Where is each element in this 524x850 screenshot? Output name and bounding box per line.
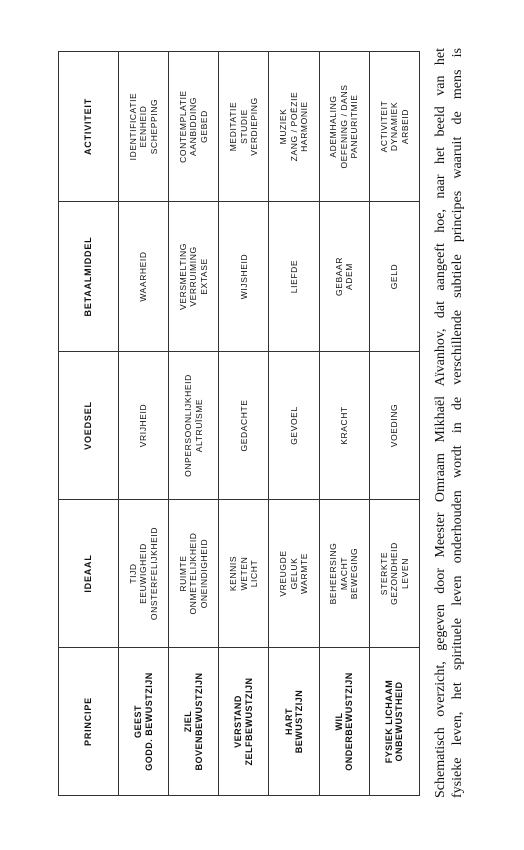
cell-line: VREUGDE <box>278 550 289 597</box>
cell-line: ONMETELIJKHEID <box>188 532 199 615</box>
table-row <box>269 52 319 796</box>
cell-line: BEHEERSING <box>328 542 339 605</box>
cell-line: GEVOEL <box>288 406 299 445</box>
header-ideaal: IDEAAL <box>59 500 119 648</box>
cell-line: ZANG / POËZIE <box>288 91 299 162</box>
cell-line: ADEMHALING <box>328 95 339 158</box>
cell-ideaal <box>119 500 169 648</box>
cell-line: STUDIE <box>238 109 249 144</box>
cell-line: MACHT <box>338 556 349 591</box>
cell-line: GEDACHTE <box>238 399 249 452</box>
cell-betaalmiddel <box>269 202 319 352</box>
cell-line: WIJSHEID <box>238 253 249 300</box>
cell-line: ONSTERFELIJKHEID <box>148 526 159 621</box>
cell-activiteit <box>219 52 269 202</box>
cell-line: GEZONDHEID <box>389 542 400 605</box>
cell-activiteit <box>119 52 169 202</box>
cell-ideaal <box>319 500 369 648</box>
cell-line: WETEN <box>238 556 249 591</box>
cell-principe <box>319 648 369 796</box>
cell-line: DYNAMIEK <box>389 101 400 152</box>
cell-line: ADEM <box>344 263 355 290</box>
cell-principe <box>119 648 169 796</box>
cell-line: FYSIEK LICHAAM <box>383 679 394 764</box>
header-principe: PRINCIPE <box>59 648 119 796</box>
cell-voedsel <box>219 352 269 500</box>
cell-ideaal <box>169 500 219 648</box>
header-activiteit: ACTIVITEIT <box>59 52 119 202</box>
table-row <box>369 52 419 796</box>
cell-line: BEWEGING <box>349 547 360 600</box>
cell-line: GELD <box>389 263 400 290</box>
caption-line-2: fysieke leven, het spirituele leven onderhouden wordt in de verschillende subtiele principes waaruit de mens is <box>450 48 465 798</box>
cell-line: ARBEID <box>399 108 410 145</box>
cell-line: VRIJHEID <box>138 403 149 448</box>
cell-betaalmiddel <box>169 202 219 352</box>
cell-line: OEFENING / DANS <box>338 84 349 169</box>
cell-voedsel <box>319 352 369 500</box>
cell-line: MEDITATIE <box>228 101 239 152</box>
cell-activiteit <box>319 52 369 202</box>
cell-line: VERRUIMING <box>188 246 199 307</box>
cell-line: ZELFBEWUSTZIJN <box>243 677 254 766</box>
cell-activiteit <box>369 52 419 202</box>
cell-ideaal <box>269 500 319 648</box>
principles-table <box>58 51 420 796</box>
cell-ideaal <box>219 500 269 648</box>
cell-line: GEBAAR <box>333 256 344 297</box>
cell-line: ONBEWUSTHEID <box>394 681 405 762</box>
cell-ideaal <box>369 500 419 648</box>
cell-line: HARMONIE <box>299 101 310 152</box>
cell-line: ACTIVITEIT <box>378 100 389 153</box>
cell-betaalmiddel <box>369 202 419 352</box>
table-row <box>219 52 269 796</box>
cell-line: BOVENBEWUSTZIJN <box>193 672 204 771</box>
cell-line: BEWUSTZIJN <box>294 689 305 754</box>
cell-line: STERKTE <box>378 551 389 596</box>
cell-line: AANBIDDING <box>188 97 199 156</box>
cell-betaalmiddel <box>219 202 269 352</box>
cell-principe <box>169 648 219 796</box>
cell-line: RUIMTE <box>177 555 188 592</box>
cell-activiteit <box>169 52 219 202</box>
header-betaalmiddel: BETAALMIDDEL <box>59 202 119 352</box>
cell-line: LEVEN <box>399 558 410 589</box>
cell-line: GODD. BEWUSTZIJN <box>143 672 154 771</box>
cell-principe <box>219 648 269 796</box>
cell-line: VERDIEPING <box>249 97 260 156</box>
cell-line: WARMTE <box>299 552 310 595</box>
cell-line: HART <box>283 708 294 735</box>
cell-line: EEUWIGHEID <box>138 543 149 604</box>
cell-line: IDENTIFICATIE <box>127 92 138 161</box>
header-voedsel: VOEDSEL <box>59 352 119 500</box>
cell-line: KRACHT <box>338 406 349 445</box>
cell-voedsel <box>169 352 219 500</box>
cell-line: MUZIEK <box>278 108 289 145</box>
cell-line: GEEST <box>133 705 144 739</box>
cell-line: ONDERBEWUSTZIJN <box>344 672 355 771</box>
cell-line: PANEURITMIE <box>349 94 360 159</box>
cell-voedsel <box>269 352 319 500</box>
table-row <box>119 52 169 796</box>
cell-line: ONEINDIGHEID <box>198 538 209 609</box>
cell-betaalmiddel <box>319 202 369 352</box>
cell-voedsel <box>369 352 419 500</box>
cell-line: ZIEL <box>183 710 194 733</box>
cell-line: SCHEPPING <box>148 98 159 155</box>
cell-line: WAARHEID <box>138 251 149 302</box>
table-body <box>119 52 420 796</box>
cell-line: ONPERSOONLIJKHEID <box>183 374 194 477</box>
figure-caption <box>432 48 466 798</box>
cell-voedsel <box>119 352 169 500</box>
table-row <box>169 52 219 796</box>
cell-line: GELUK <box>288 557 299 590</box>
cell-line: CONTEMPLATIE <box>177 90 188 163</box>
cell-principe <box>369 648 419 796</box>
cell-activiteit <box>269 52 319 202</box>
cell-principe <box>269 648 319 796</box>
table-row <box>319 52 369 796</box>
cell-line: EENHEID <box>138 105 149 148</box>
caption-line-1: Schematisch overzicht, gegeven door Meester Omraam Mikhaël Aïvanhov, dat aangeeft hoe, naar het beeld van het <box>433 48 448 798</box>
table-header-row <box>59 52 119 796</box>
cell-betaalmiddel <box>119 202 169 352</box>
cell-line: VOEDING <box>389 403 400 448</box>
cell-line: VERSTAND <box>233 695 244 748</box>
cell-line: LIEFDE <box>288 259 299 294</box>
cell-line: GEBED <box>198 110 209 143</box>
cell-line: EXTASE <box>198 258 209 295</box>
cell-line: TIJD <box>127 563 138 584</box>
cell-line: ALTRUÏSME <box>193 398 204 453</box>
cell-line: KENNIS <box>228 555 239 592</box>
cell-line: LICHT <box>249 559 260 588</box>
cell-line: VERSMELTING <box>177 243 188 310</box>
cell-line: WIL <box>333 712 344 731</box>
